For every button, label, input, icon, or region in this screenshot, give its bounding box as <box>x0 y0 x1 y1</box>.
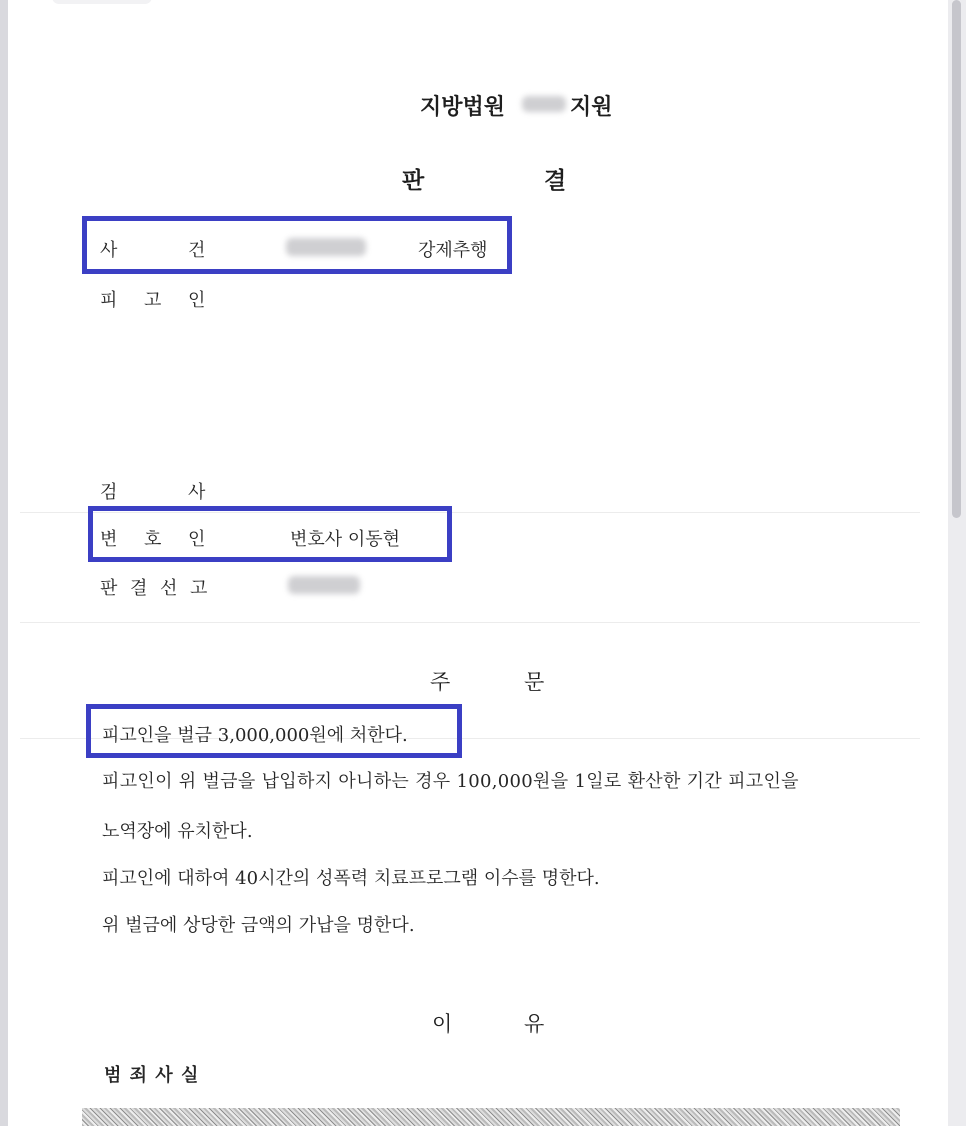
redacted-text-strip <box>82 1108 900 1126</box>
order-heading-right: 문 <box>524 670 545 694</box>
counsel-label-a: 변 <box>100 529 118 550</box>
redacted-judgment-date <box>288 576 360 594</box>
defendant-label-c: 인 <box>188 290 206 311</box>
judgment-date-label-b: 결 <box>130 578 148 599</box>
order-line-treatment: 피고인에 대하여 40시간의 성폭력 치료프로그램 이수를 명한다. <box>102 868 600 889</box>
prosecutor-label-b: 사 <box>188 482 206 503</box>
document-page <box>8 0 948 1126</box>
reason-heading-right: 유 <box>524 1012 545 1036</box>
order-line-detention-cont: 노역장에 유치한다. <box>102 821 253 842</box>
order-line-fine: 피고인을 벌금 3,000,000원에 처한다. <box>102 725 408 746</box>
redacted-case-number <box>286 238 366 256</box>
title-judgment-left: 판 <box>402 168 425 194</box>
court-name-right: 지원 <box>570 95 613 120</box>
counsel-label-b: 호 <box>144 529 162 550</box>
judgment-date-label-d: 고 <box>190 578 208 599</box>
prosecutor-label-a: 검 <box>100 482 118 503</box>
order-line-provisional: 위 벌금에 상당한 금액의 가납을 명한다. <box>102 915 415 936</box>
redacted-court-branch <box>522 96 566 112</box>
case-name: 강제추행 <box>418 240 488 261</box>
case-label-a: 사 <box>100 240 118 261</box>
counsel-label-c: 인 <box>188 529 206 550</box>
top-tab-edge <box>52 0 152 4</box>
crime-facts-heading: 범 죄 사 실 <box>104 1065 199 1086</box>
court-name-left: 지방법원 <box>420 95 506 120</box>
judgment-date-label-a: 판 <box>100 578 118 599</box>
case-label-b: 건 <box>188 240 206 261</box>
counsel-name: 변호사 이동현 <box>290 529 401 550</box>
order-line-detention: 피고인이 위 벌금을 납입하지 아니하는 경우 100,000원을 1일로 환산한 기간 피고인을 <box>102 771 799 792</box>
reason-heading-left: 이 <box>432 1012 453 1036</box>
title-judgment-right: 결 <box>544 168 567 194</box>
scan-line <box>20 622 920 623</box>
defendant-label-b: 고 <box>144 290 162 311</box>
order-heading-left: 주 <box>430 670 451 694</box>
defendant-label-a: 피 <box>100 290 118 311</box>
judgment-date-label-c: 선 <box>160 578 178 599</box>
scrollbar-thumb[interactable] <box>952 0 961 518</box>
